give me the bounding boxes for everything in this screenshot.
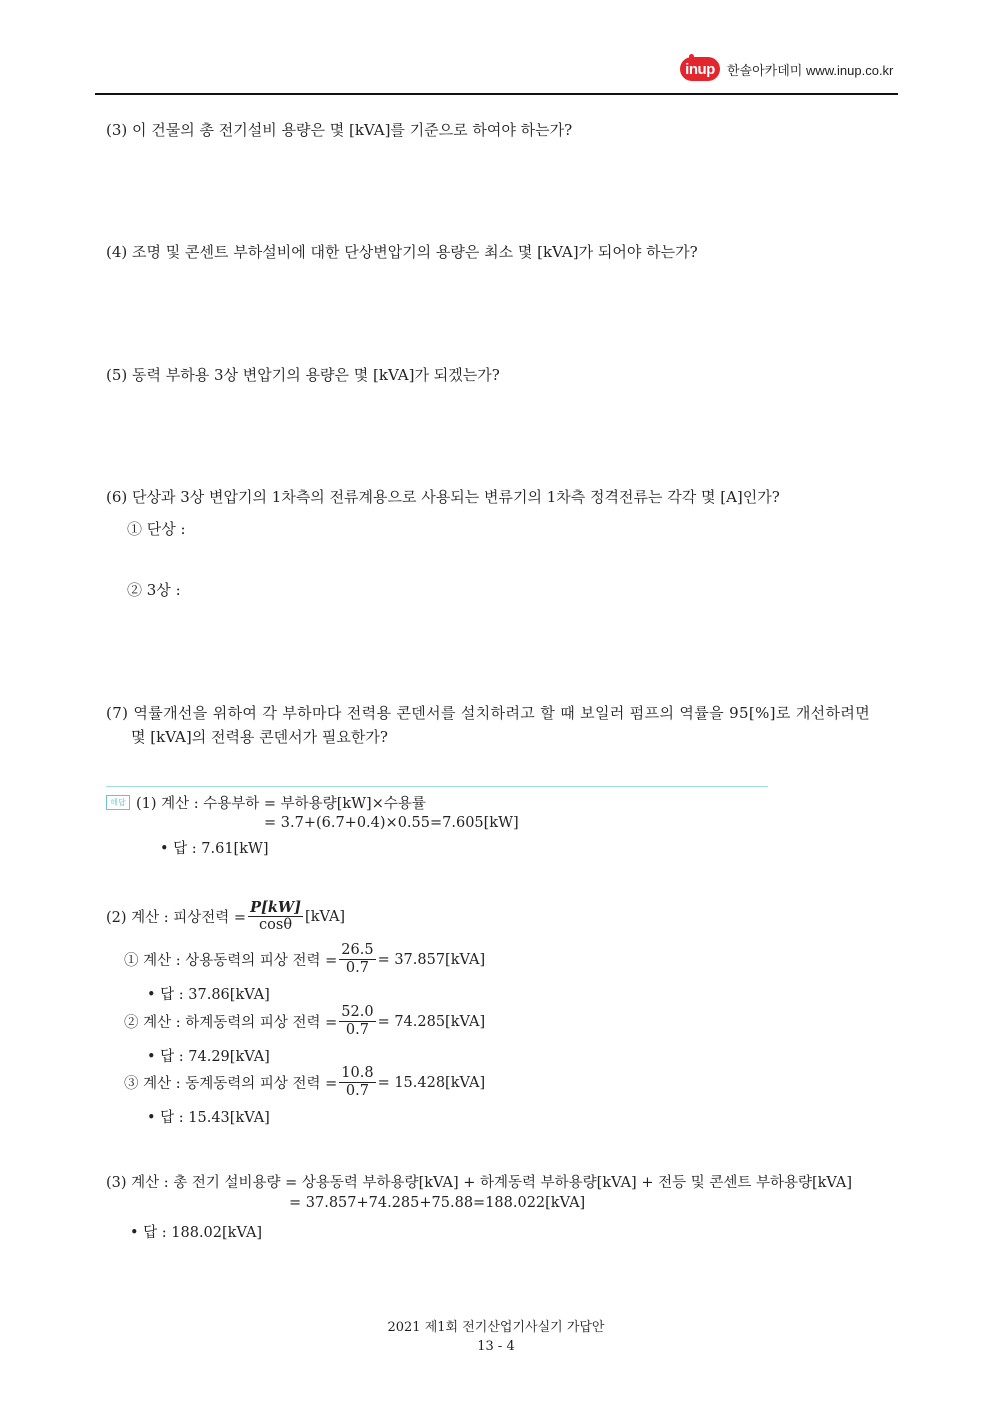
answer-2-3-numerator: 10.8 [341,1065,374,1081]
answer-tag: 해답 [106,795,130,810]
answer-2-prefix: (2) 계산 : 피상전력 = [106,910,247,926]
answer-2-1-result: = 37.857[kVA] [377,951,486,968]
answer-1-line-1: (1) 계산 : 수용부하 = 부하용량[kW]×수용률 [136,796,426,812]
answer-2-1-numerator: 26.5 [341,942,374,958]
answer-2-3-formula [124,1065,485,1100]
answer-2-3-denominator: 0.7 [345,1083,369,1099]
answer-2-2-formula [124,1004,485,1039]
answer-2-fraction [248,899,303,934]
answer-2-2-denominator: 0.7 [345,1022,369,1038]
answer-2-1-formula [124,942,485,977]
answer-2-numerator: P[kW] [250,899,302,916]
footer-title: 2021 제1회 전기산업기사실기 가답안 [387,1320,605,1335]
answer-1-line-2: = 3.7+(6.7+0.4)×0.55=7.605[kW] [264,815,519,831]
question-7-line-2: 몇 [kVA]의 전력용 콘덴서가 필요한가? [131,728,388,746]
answer-2-1-denominator: 0.7 [345,960,369,976]
question-5: (5) 동력 부하용 3상 변압기의 용량은 몇 [kVA]가 되겠는가? [106,366,500,384]
answer-2-2-fraction [339,1004,375,1039]
answer-2-3-result: = 15.428[kVA] [377,1074,486,1091]
question-6: (6) 단상과 3상 변압기의 1차측의 전류계용으로 사용되는 변류기의 1차측 정격전류는 각각 몇 [A]인가? [106,488,780,506]
answer-2-3-prefix: ③ 계산 : 동계동력의 피상 전력 = [124,1076,338,1092]
page-number: 13 - 4 [477,1339,515,1354]
answer-2-3-answer: • 답 : 15.43[kVA] [147,1110,270,1126]
question-7-line-1: (7) 역률개선을 위하여 각 부하마다 전력용 콘덴서를 설치하려고 할 때 보일러 펌프의 역률을 95[%]로 개선하려면 [106,704,871,722]
answer-2-1-answer: • 답 : 37.86[kVA] [147,987,270,1003]
answer-2-2-prefix: ② 계산 : 하계동력의 피상 전력 = [124,1015,338,1031]
answer-2-3-fraction [339,1065,375,1100]
answer-2-2-result: = 74.285[kVA] [377,1013,486,1030]
question-6-three-phase: ② 3상 : [127,581,181,599]
answer-2-2-numerator: 52.0 [341,1004,374,1020]
answer-divider [106,786,768,787]
answer-3-answer: • 답 : 188.02[kVA] [130,1225,263,1241]
question-3: (3) 이 건물의 총 전기설비 용량은 몇 [kVA]를 기준으로 하여야 하는가? [106,121,573,139]
answer-2-1-prefix: ① 계산 : 상용동력의 피상 전력 = [124,953,338,969]
answer-2-denominator: cosθ [259,917,293,933]
answer-2-suffix: [kVA] [305,908,346,925]
answer-2-1-fraction [339,942,375,977]
answer-3-line-1: (3) 계산 : 총 전기 설비용량 = 상용동력 부하용량[kVA] + 하계동력 부하용량[kVA] + 전등 및 콘센트 부하용량[kVA] [106,1175,853,1191]
answer-3-line-2: = 37.857+74.285+75.88=188.022[kVA] [289,1195,586,1211]
answer-2-formula [106,899,345,934]
answer-1-result: • 답 : 7.61[kW] [160,841,269,857]
header-divider [95,93,898,95]
brand-logo: inup [680,57,720,81]
question-6-single-phase: ① 단상 : [127,520,186,538]
answer-2-2-answer: • 답 : 74.29[kVA] [147,1049,270,1065]
header-brand-text: 한솔아카데미 www.inup.co.kr [727,63,894,78]
question-4: (4) 조명 및 콘센트 부하설비에 대한 단상변압기의 용량은 최소 몇 [kVA]가 되어야 하는가? [106,243,698,261]
